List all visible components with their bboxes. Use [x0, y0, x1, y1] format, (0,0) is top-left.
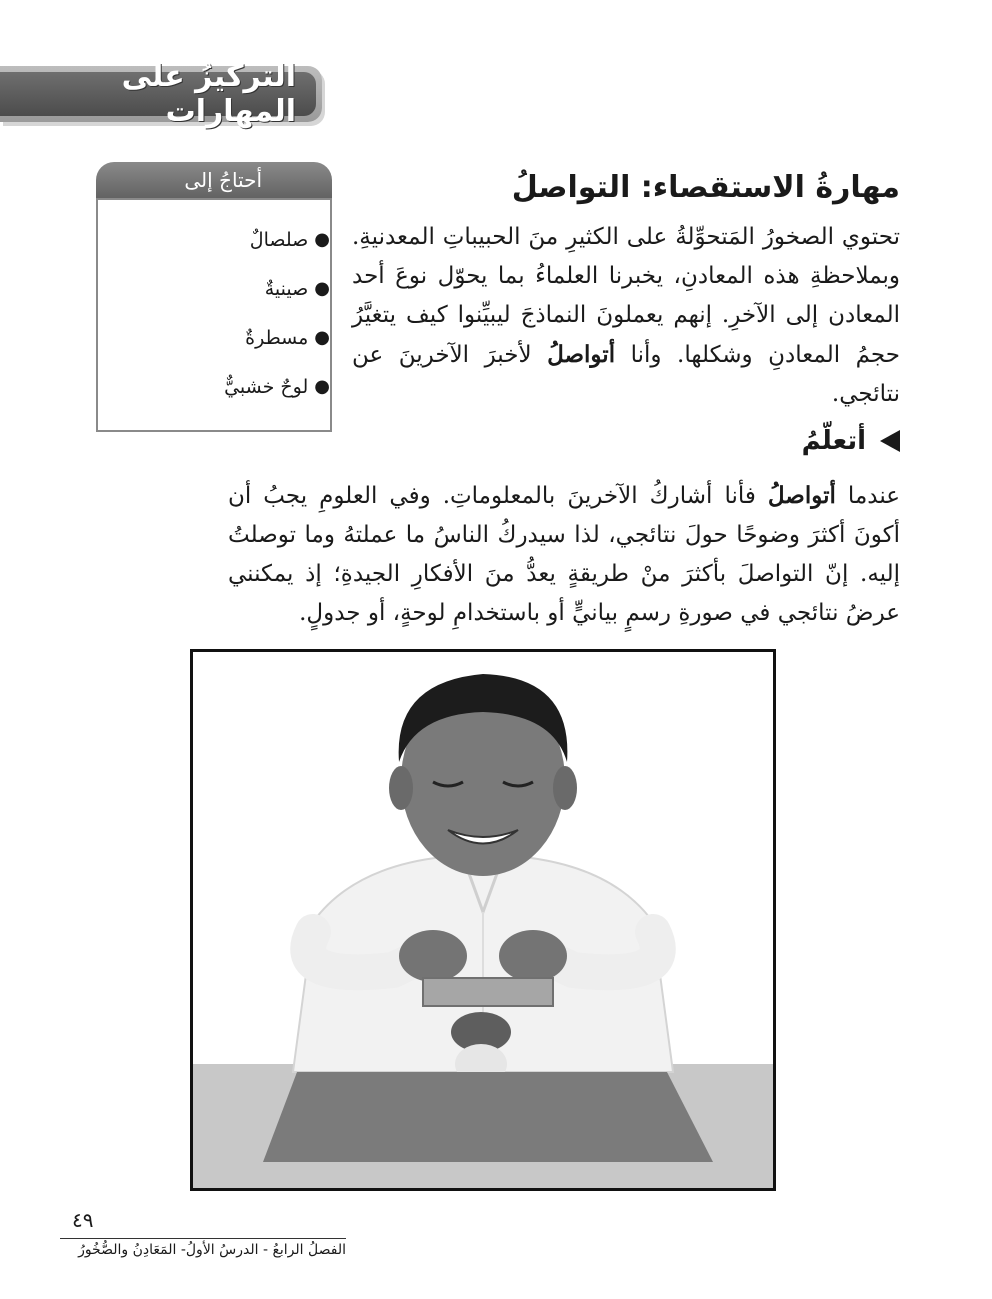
skill-term: أتواصلُ — [547, 341, 616, 368]
learn-heading-label: أتعلّمُ — [801, 426, 866, 456]
skill-title: مهارةُ الاستقصاء: التواصلُ — [511, 170, 900, 205]
student-photo-illustration — [193, 652, 773, 1188]
materials-item — [110, 324, 330, 373]
skill-paragraph-text-a: تحتوي الصخورُ المَتحوِّلةُ على الكثيرِ منَ الحبيباتِ المعدنيةِ. وبملاحظةِ هذه المعادنِ، يخبرنا العلماءُ بما يحوّل نوعَ أحد المعادن إلى الآخرِ. إنهم يعملونَ النماذجَ ليبيِّنوا كيف يتغيَّرُ حجمُ المعادنِ وشكلها. وأنا — [352, 224, 900, 368]
bullet-icon: ● — [314, 376, 330, 397]
materials-item — [110, 373, 330, 422]
student-photo — [190, 649, 776, 1191]
banner-title: التركيزُ على المهارات — [121, 59, 296, 129]
materials-body — [96, 198, 332, 432]
bullet-icon: ● — [314, 327, 330, 348]
materials-box — [96, 162, 332, 432]
section-banner-inner — [0, 59, 316, 129]
materials-list — [110, 226, 330, 422]
learn-paragraph-text-b: فأنا أشاركُ الآخرينَ بالمعلوماتِ. وفي العلومِ يجبُ أن أكونَ أكثرَ وضوحًا حولَ نتائجي، لذا سيدركُ الناسُ ما عملتهُ وما توصلتُ إليه. إنّ التواصلَ بأكثرَ منْ طريقةٍ يعدُّ منَ الأفكارِ الجيدةِ؛ إذ يمكنني عرضُ نتائجي في صورةِ رسمٍ بيانيٍّ أو باستخدامِ لوحةٍ، أو جدولٍ. — [228, 483, 900, 626]
footer-chapter: الفصلُ الرابعُ - الدرسُ الأولُ- المَعَادِنُ والصُّخُورُ — [78, 1242, 346, 1258]
play-triangle-icon — [880, 430, 900, 452]
materials-item-label: صينيةٌ — [264, 278, 309, 300]
materials-item — [110, 226, 330, 275]
section-banner — [0, 59, 322, 129]
learn-paragraph — [228, 476, 900, 633]
skill-paragraph — [352, 218, 900, 414]
learn-term: أتواصلُ — [767, 482, 836, 509]
page-number: ٤٩ — [72, 1208, 94, 1232]
skill-paragraph-text-b: لأخبرَ الآخرينَ عن نتائجي. — [352, 342, 900, 407]
materials-title: أحتاجُ إلى — [96, 162, 332, 202]
learn-paragraph-text-a: عندما — [835, 483, 900, 509]
learn-heading — [802, 426, 900, 456]
materials-item-label: مسطرةٌ — [245, 327, 309, 349]
bullet-icon: ● — [314, 278, 330, 299]
materials-item-label: لوحٌ خشبيٌّ — [224, 376, 309, 398]
materials-item — [110, 275, 330, 324]
materials-item-label: صلصالٌ — [249, 229, 309, 251]
bullet-icon: ● — [314, 229, 330, 250]
footer-divider — [60, 1238, 346, 1239]
